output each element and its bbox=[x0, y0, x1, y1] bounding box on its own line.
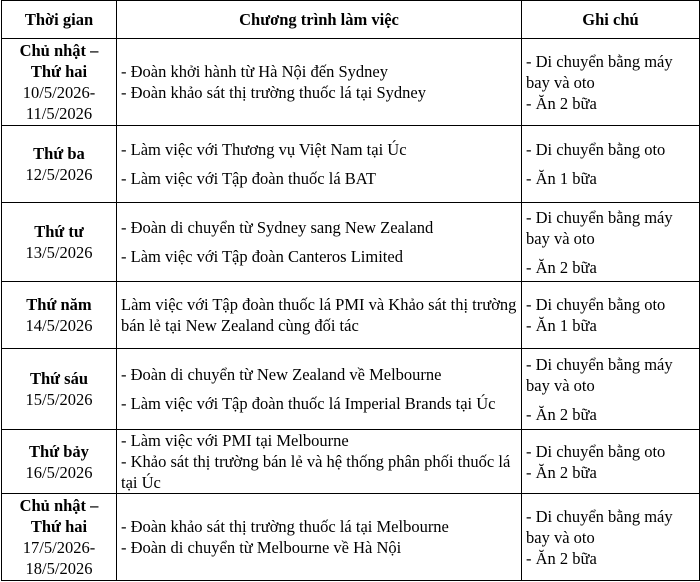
day-cell bbox=[2, 282, 117, 349]
day-date: 17/5/2026-18/5/2026 bbox=[22, 538, 96, 578]
day-date: 16/5/2026 bbox=[25, 462, 93, 482]
program-cell bbox=[117, 282, 522, 349]
note-cell bbox=[522, 39, 700, 126]
program-item: Làm việc với Tập đoàn thuốc lá PMI và Khảo sát thị trường bán lẻ tại New Zealand cùng đối tác bbox=[121, 295, 517, 335]
note-item: - Di chuyển bằng oto bbox=[526, 140, 666, 159]
table-row bbox=[2, 430, 700, 494]
day-cell bbox=[2, 430, 117, 494]
program-item: - Làm việc với Thương vụ Việt Nam tại Úc bbox=[121, 140, 407, 159]
note-item: - Di chuyển bằng oto bbox=[526, 295, 666, 314]
day-name: Thứ ba bbox=[33, 144, 85, 163]
program-item: - Đoàn khởi hành từ Hà Nội đến Sydney bbox=[121, 62, 388, 81]
note-cell bbox=[522, 203, 700, 282]
note-item: - Di chuyển bằng máy bay và oto bbox=[526, 51, 673, 92]
note-item: - Di chuyển bằng máy bay và oto bbox=[526, 354, 673, 395]
note-item: - Ăn 2 bữa bbox=[526, 548, 597, 568]
program-cell bbox=[117, 126, 522, 203]
note-cell bbox=[522, 126, 700, 203]
day-name: Chủ nhật – Thứ hai bbox=[19, 496, 99, 536]
note-cell bbox=[522, 430, 700, 494]
program-item: - Khảo sát thị trường bán lẻ và hệ thống phân phối thuốc lá tại Úc bbox=[121, 452, 511, 492]
program-cell bbox=[117, 349, 522, 430]
note-item: - Di chuyển bằng máy bay và oto bbox=[526, 506, 673, 547]
table-row bbox=[2, 282, 700, 349]
program-item: - Đoàn khảo sát thị trường thuốc lá tại Sydney bbox=[121, 83, 426, 102]
program-item: - Đoàn di chuyển từ Melbourne về Hà Nội bbox=[121, 538, 402, 557]
program-cell bbox=[117, 203, 522, 282]
day-cell bbox=[2, 494, 117, 581]
day-cell bbox=[2, 349, 117, 430]
day-date: 15/5/2026 bbox=[25, 390, 93, 409]
program-item: - Làm việc với Tập đoàn thuốc lá BAT bbox=[121, 169, 376, 188]
day-name: Thứ năm bbox=[26, 295, 92, 314]
program-item: - Làm việc với Tập đoàn Canteros Limited bbox=[121, 247, 403, 266]
note-item: - Ăn 2 bữa bbox=[526, 257, 597, 277]
day-cell bbox=[2, 203, 117, 282]
note-item: - Ăn 2 bữa bbox=[526, 93, 597, 113]
day-date: 10/5/2026-11/5/2026 bbox=[22, 83, 96, 123]
note-cell bbox=[522, 494, 700, 581]
header-time: Thời gian bbox=[2, 1, 117, 39]
day-date: 13/5/2026 bbox=[25, 243, 93, 262]
program-item: - Đoàn di chuyển từ Sydney sang New Zealand bbox=[121, 218, 434, 237]
header-row bbox=[2, 1, 700, 39]
program-cell bbox=[117, 39, 522, 126]
note-item: - Di chuyển bằng máy bay và oto bbox=[526, 207, 673, 248]
note-item: - Ăn 1 bữa bbox=[526, 169, 597, 188]
note-cell bbox=[522, 282, 700, 349]
table-row bbox=[2, 203, 700, 282]
program-item: - Làm việc với Tập đoàn thuốc lá Imperial Brands tại Úc bbox=[121, 394, 496, 413]
table-row bbox=[2, 494, 700, 581]
day-name: Thứ sáu bbox=[29, 369, 89, 388]
program-item: - Đoàn di chuyển từ New Zealand về Melbourne bbox=[121, 365, 442, 384]
day-date: 14/5/2026 bbox=[25, 316, 93, 335]
note-item: - Ăn 1 bữa bbox=[526, 316, 597, 335]
day-name: Thứ tư bbox=[34, 222, 84, 241]
table-row bbox=[2, 126, 700, 203]
day-cell bbox=[2, 39, 117, 126]
note-item: - Ăn 2 bữa bbox=[526, 404, 597, 424]
header-note: Ghi chú bbox=[522, 1, 700, 39]
table-row bbox=[2, 39, 700, 126]
day-name: Chủ nhật – Thứ hai bbox=[19, 41, 99, 81]
note-cell bbox=[522, 349, 700, 430]
note-item: - Di chuyển bằng oto bbox=[526, 441, 666, 461]
day-name: Thứ bảy bbox=[29, 441, 89, 461]
program-cell bbox=[117, 494, 522, 581]
program-item: - Làm việc với PMI tại Melbourne bbox=[121, 431, 349, 450]
table-row bbox=[2, 349, 700, 430]
schedule-table bbox=[1, 0, 700, 581]
day-date: 12/5/2026 bbox=[25, 165, 93, 184]
day-cell bbox=[2, 126, 117, 203]
program-cell bbox=[117, 430, 522, 494]
program-item: - Đoàn khảo sát thị trường thuốc lá tại Melbourne bbox=[121, 517, 449, 536]
note-item: - Ăn 2 bữa bbox=[526, 462, 597, 482]
header-program: Chương trình làm việc bbox=[117, 1, 522, 39]
